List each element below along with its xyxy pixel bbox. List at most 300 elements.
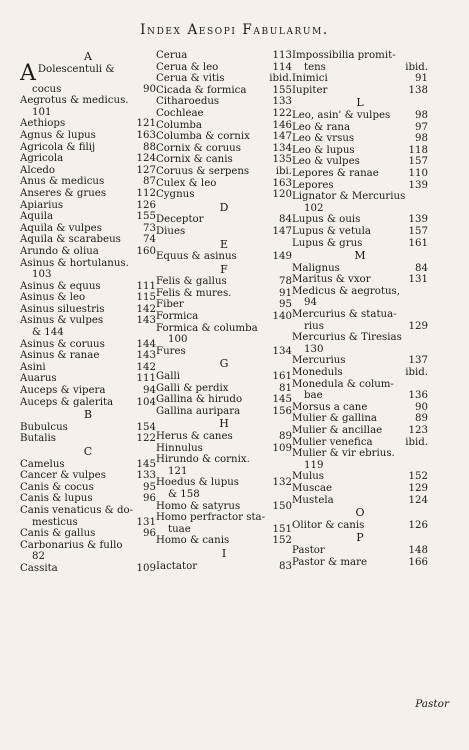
index-entry bbox=[156, 431, 292, 443]
index-entry bbox=[292, 413, 428, 425]
index-entry bbox=[20, 292, 156, 304]
index-entry bbox=[156, 154, 292, 166]
index-entry bbox=[292, 437, 428, 449]
entry-title: Morsus a cane bbox=[292, 401, 368, 413]
entry-page: 94 bbox=[143, 385, 156, 397]
index-entry bbox=[20, 118, 156, 130]
index-entry bbox=[156, 561, 292, 573]
index-entry bbox=[292, 448, 428, 460]
index-entry bbox=[20, 373, 156, 385]
entry-title: & 158 bbox=[168, 488, 200, 500]
entry-title: Hinnulus bbox=[156, 442, 203, 454]
entry-page: 111 bbox=[136, 280, 156, 292]
entry-title: cocus bbox=[32, 83, 62, 95]
index-entry bbox=[20, 339, 156, 351]
index-entry bbox=[292, 214, 428, 226]
entry-page: 139 bbox=[408, 214, 428, 226]
section-letter: C bbox=[83, 445, 93, 458]
index-entry bbox=[156, 524, 292, 536]
entry-page: 134 bbox=[272, 345, 292, 357]
entry-title: Homo & satyrus bbox=[156, 500, 241, 512]
entry-title: Formica & columba bbox=[156, 322, 258, 334]
entry-page: 150 bbox=[272, 500, 292, 512]
entry-page: 104 bbox=[136, 396, 156, 408]
section-letter: E bbox=[219, 237, 229, 251]
index-entry bbox=[20, 540, 156, 552]
entry-title: Leo & rana bbox=[292, 121, 351, 133]
entry-page: 145 bbox=[136, 458, 156, 470]
entry-title: Lepores & ranae bbox=[292, 167, 379, 179]
entry-page: 157 bbox=[408, 225, 428, 237]
section-letter: F bbox=[220, 262, 228, 276]
entry-page: 96 bbox=[143, 528, 156, 540]
index-entry bbox=[156, 276, 292, 288]
entry-page: 91 bbox=[415, 73, 428, 85]
entry-title: 82 bbox=[32, 551, 45, 563]
index-entry bbox=[292, 321, 428, 333]
entry-page: 166 bbox=[408, 556, 428, 568]
entry-title: Formica bbox=[156, 311, 199, 323]
entry-title: bae bbox=[304, 390, 323, 402]
entry-page: 161 bbox=[408, 237, 428, 249]
section-letter: G bbox=[219, 357, 229, 371]
section-letter: I bbox=[221, 546, 227, 560]
index-entry bbox=[20, 130, 156, 142]
entry-title: Diues bbox=[156, 225, 186, 237]
index-entry bbox=[292, 73, 428, 85]
entry-title: Hoedus & lupus bbox=[156, 477, 240, 489]
index-entry bbox=[292, 297, 428, 309]
index-entry bbox=[156, 334, 292, 346]
entry-page: 143 bbox=[136, 350, 156, 362]
entry-page: ibid. bbox=[269, 73, 292, 85]
index-entry bbox=[156, 383, 292, 395]
entry-title: Gallina & hirudo bbox=[156, 394, 243, 406]
entry-title: Aegrotus & medicus. bbox=[20, 95, 129, 107]
index-entry bbox=[20, 234, 156, 246]
index-entry bbox=[20, 107, 156, 119]
index-entry bbox=[292, 344, 428, 356]
entry-page: 145 bbox=[272, 394, 292, 406]
index-entry bbox=[156, 406, 292, 418]
index-entry bbox=[20, 304, 156, 316]
index-entry bbox=[292, 545, 428, 557]
entry-title: Bubulcus bbox=[20, 421, 68, 433]
index-entry bbox=[292, 238, 428, 250]
entry-page: 151 bbox=[272, 523, 292, 535]
index-entry bbox=[156, 394, 292, 406]
index-entry bbox=[20, 397, 156, 409]
index-entry bbox=[292, 156, 428, 168]
index-entry bbox=[292, 274, 428, 286]
entry-title: 102 bbox=[304, 202, 324, 214]
index-entry bbox=[20, 269, 156, 281]
entry-title: Asinus siluestris bbox=[20, 303, 105, 315]
entry-page: 115 bbox=[136, 292, 156, 304]
index-entry bbox=[292, 62, 428, 74]
entry-page: 148 bbox=[408, 544, 428, 556]
index-entry bbox=[156, 178, 292, 190]
entry-page: 139 bbox=[408, 179, 428, 191]
entry-page: 161 bbox=[272, 371, 292, 383]
entry-page: 129 bbox=[408, 482, 428, 494]
entry-title: Galli bbox=[156, 371, 180, 383]
entry-title: Coruus & serpens bbox=[156, 165, 250, 177]
entry-title: Canis & lupus bbox=[20, 493, 93, 505]
index-entry bbox=[292, 495, 428, 507]
index-entry bbox=[20, 211, 156, 223]
entry-page: 73 bbox=[143, 222, 156, 234]
index-entry bbox=[292, 286, 428, 298]
section-letter: H bbox=[219, 417, 229, 431]
entry-title: mesticus bbox=[32, 516, 78, 528]
entry-title: Asini bbox=[20, 361, 46, 373]
index-entry bbox=[156, 323, 292, 335]
index-entry bbox=[156, 288, 292, 300]
entry-title: Mercurius bbox=[292, 355, 346, 367]
entry-page: ibid. bbox=[405, 436, 428, 448]
entry-page: 157 bbox=[408, 156, 428, 168]
section-letter: P bbox=[356, 531, 364, 545]
entry-title: Mustela bbox=[292, 494, 334, 506]
entry-page: 135 bbox=[272, 154, 292, 166]
index-entry bbox=[292, 390, 428, 402]
entry-page: 112 bbox=[136, 187, 156, 199]
index-entry bbox=[156, 466, 292, 478]
entry-title: Canis & gallus bbox=[20, 528, 96, 540]
entry-page: 138 bbox=[408, 84, 428, 96]
entry-page: 133 bbox=[136, 470, 156, 482]
index-entry bbox=[20, 459, 156, 471]
entry-title: Iupiter bbox=[292, 84, 328, 96]
entry-page: 147 bbox=[272, 225, 292, 237]
index-entry bbox=[156, 50, 292, 62]
entry-title: Moneduls bbox=[292, 367, 343, 379]
entry-title: Cochleae bbox=[156, 107, 204, 119]
index-entry bbox=[292, 471, 428, 483]
entry-title: Lepores bbox=[292, 179, 334, 191]
index-entry bbox=[292, 110, 428, 122]
index-entry bbox=[156, 512, 292, 524]
index-entry bbox=[20, 84, 156, 96]
entry-title: rius bbox=[304, 320, 324, 332]
entry-title: Malignus bbox=[292, 262, 340, 274]
index-entry bbox=[156, 535, 292, 547]
entry-title: Culex & leo bbox=[156, 177, 217, 189]
entry-title: Lupus & grus bbox=[292, 237, 363, 249]
entry-page: 149 bbox=[272, 251, 292, 263]
index-entry bbox=[156, 346, 292, 358]
entry-page: 84 bbox=[415, 262, 428, 274]
entry-page: 140 bbox=[272, 311, 292, 323]
index-entry bbox=[20, 350, 156, 362]
index-entry bbox=[20, 95, 156, 107]
entry-page: 96 bbox=[143, 493, 156, 505]
entry-page: 113 bbox=[272, 50, 292, 61]
entry-page: 131 bbox=[408, 274, 428, 286]
index-entry bbox=[156, 477, 292, 489]
index-entry bbox=[292, 557, 428, 569]
entry-page: 90 bbox=[415, 401, 428, 413]
entry-title: Anseres & grues bbox=[20, 187, 107, 199]
entry-title: Camelus bbox=[20, 458, 65, 470]
entry-page: 123 bbox=[408, 425, 428, 436]
entry-title: & 144 bbox=[32, 327, 64, 339]
entry-title: Agricola & filij bbox=[20, 141, 96, 153]
index-entry bbox=[292, 402, 428, 414]
index-entry bbox=[156, 120, 292, 132]
index-entry bbox=[156, 454, 292, 466]
entry-page: 98 bbox=[415, 109, 428, 121]
entry-page: 156 bbox=[272, 405, 292, 417]
index-entry bbox=[20, 200, 156, 212]
entry-title: Inimici bbox=[292, 73, 328, 85]
section-letter: M bbox=[354, 249, 366, 263]
entry-title: Felis & gallus bbox=[156, 276, 227, 288]
entry-title: Galli & perdix bbox=[156, 382, 229, 394]
entry-title: Auceps & vipera bbox=[20, 385, 106, 397]
entry-page: 111 bbox=[136, 373, 156, 385]
entry-title: Aquila bbox=[20, 211, 54, 223]
entry-title: Aethiops bbox=[20, 118, 66, 130]
entry-page: 91 bbox=[279, 287, 292, 299]
entry-page: 120 bbox=[272, 189, 292, 201]
section-letter: O bbox=[355, 506, 365, 520]
entry-title: Carbonarius & fullo bbox=[20, 539, 123, 551]
entry-page: 134 bbox=[272, 142, 292, 154]
entry-title: Fures bbox=[156, 345, 186, 357]
entry-title: Cornix & coruus bbox=[156, 142, 241, 154]
entry-page: 126 bbox=[136, 199, 156, 211]
entry-title: Leo & lupus bbox=[292, 144, 355, 156]
entry-title: Cerua bbox=[156, 50, 188, 61]
entry-page: 163 bbox=[136, 129, 156, 141]
section-letter: D bbox=[219, 200, 229, 214]
entry-title: Aquila & vulpes bbox=[20, 222, 102, 234]
index-entry bbox=[20, 315, 156, 327]
entry-page: 122 bbox=[272, 107, 292, 119]
index-entry bbox=[20, 281, 156, 293]
entry-page: 90 bbox=[143, 83, 156, 95]
entry-title: Asinus & coruus bbox=[20, 338, 105, 350]
entry-title: Asinus & equus bbox=[20, 280, 101, 292]
index-entry bbox=[20, 223, 156, 235]
entry-page: 127 bbox=[136, 164, 156, 176]
index-entry bbox=[292, 145, 428, 157]
index-entry bbox=[156, 131, 292, 143]
index-entry bbox=[292, 483, 428, 495]
entry-title: 101 bbox=[32, 106, 52, 118]
entry-title: Mulier & vir ebrius. bbox=[292, 448, 395, 460]
entry-title: Columba & cornix bbox=[156, 131, 250, 143]
entry-title: Homo perfractor sta- bbox=[156, 512, 266, 524]
entry-page: 122 bbox=[136, 433, 156, 445]
entry-title: Cassita bbox=[20, 562, 58, 574]
entry-title: 119 bbox=[304, 459, 324, 471]
entry-title: Aquila & scarabeus bbox=[20, 234, 121, 246]
entry-title: Auceps & galerita bbox=[20, 396, 114, 408]
entry-title: Muscae bbox=[292, 482, 333, 494]
entry-title: Iactator bbox=[156, 560, 198, 572]
index-entry bbox=[156, 166, 292, 178]
entry-title: Deceptor bbox=[156, 214, 204, 226]
entry-page: 136 bbox=[408, 390, 428, 402]
entry-page: 144 bbox=[136, 338, 156, 350]
entry-page: 155 bbox=[272, 84, 292, 96]
entry-title: 130 bbox=[304, 343, 324, 355]
entry-title: Olitor & canis bbox=[292, 519, 365, 531]
entry-page: 74 bbox=[143, 234, 156, 246]
entry-page: 78 bbox=[279, 276, 292, 288]
index-entry bbox=[156, 226, 292, 238]
index-entry bbox=[20, 385, 156, 397]
index-entry bbox=[156, 311, 292, 323]
entry-page: 160 bbox=[136, 245, 156, 257]
entry-title: Mulier & ancillae bbox=[292, 425, 383, 436]
entry-page: 118 bbox=[408, 144, 428, 156]
entry-title: Agricola bbox=[20, 153, 64, 165]
entry-title: Felis & mures. bbox=[156, 287, 232, 299]
entry-title: Lignator & Mercurius bbox=[292, 191, 406, 203]
index-entry bbox=[156, 143, 292, 155]
entry-title: Medicus & aegrotus, bbox=[292, 285, 401, 297]
entry-title: Leo & vulpes bbox=[292, 156, 360, 168]
index-entry bbox=[292, 379, 428, 391]
entry-title: Arundo & oliua bbox=[20, 245, 99, 257]
entry-title: Asinus & ranae bbox=[20, 350, 100, 362]
entry-page: 98 bbox=[415, 133, 428, 145]
index-entry bbox=[292, 50, 428, 62]
index-column-2 bbox=[156, 50, 292, 572]
entry-title: Agnus & lupus bbox=[20, 129, 96, 141]
index-entry bbox=[20, 433, 156, 445]
entry-title: Mulus bbox=[292, 471, 325, 483]
entry-title: Monedula & colum- bbox=[292, 378, 394, 390]
entry-title: 94 bbox=[304, 297, 317, 309]
entry-page: 95 bbox=[143, 481, 156, 493]
index-entry bbox=[20, 188, 156, 200]
drop-capital: A bbox=[20, 60, 36, 86]
index-entry bbox=[292, 226, 428, 238]
index-entry bbox=[292, 85, 428, 97]
section-letter: L bbox=[356, 96, 364, 110]
entry-title: Anus & medicus bbox=[20, 176, 105, 188]
entry-title: Mulier & gallina bbox=[292, 413, 377, 425]
entry-title: Equus & asinus bbox=[156, 251, 237, 263]
index-column-1 bbox=[20, 50, 156, 575]
entry-page: 163 bbox=[272, 177, 292, 189]
entry-title: 121 bbox=[168, 465, 188, 477]
index-column-3 bbox=[292, 50, 428, 568]
entry-title: Lupus & vetula bbox=[292, 225, 371, 237]
entry-title: Impossibilia promit- bbox=[292, 50, 396, 61]
entry-page: 152 bbox=[272, 535, 292, 547]
index-entry bbox=[156, 214, 292, 226]
entry-page: 126 bbox=[408, 519, 428, 531]
entry-page: 129 bbox=[408, 320, 428, 332]
index-entry bbox=[20, 470, 156, 482]
entry-page: 124 bbox=[408, 494, 428, 506]
index-entry bbox=[156, 62, 292, 74]
entry-title: Citharoedus bbox=[156, 96, 220, 108]
index-entry bbox=[156, 96, 292, 108]
entry-page: ibid. bbox=[405, 61, 428, 73]
entry-title: Gallina auripara bbox=[156, 405, 241, 417]
entry-title: Columba bbox=[156, 119, 203, 131]
entry-page: 124 bbox=[136, 153, 156, 165]
index-entry bbox=[20, 528, 156, 540]
index-entry bbox=[20, 422, 156, 434]
entry-page: 114 bbox=[272, 61, 292, 73]
entry-title: Homo & canis bbox=[156, 535, 230, 547]
entry-title: Asinus & hortulanus. bbox=[20, 257, 129, 269]
index-entry bbox=[20, 493, 156, 505]
entry-title: 103 bbox=[32, 269, 52, 281]
index-entry bbox=[292, 191, 428, 203]
index-entry bbox=[292, 203, 428, 215]
index-entry bbox=[20, 505, 156, 517]
entry-title: Canis venaticus & do- bbox=[20, 504, 134, 516]
entry-title: A Dolescentuli & bbox=[20, 60, 115, 86]
index-entry bbox=[20, 482, 156, 494]
entry-title: Maritus & vxor bbox=[292, 274, 371, 286]
entry-title: Asinus & leo bbox=[20, 292, 86, 304]
index-entry bbox=[20, 153, 156, 165]
entry-page: 88 bbox=[143, 141, 156, 153]
index-entry bbox=[20, 551, 156, 563]
index-entry bbox=[20, 517, 156, 529]
index-entry bbox=[20, 60, 156, 86]
index-entry bbox=[292, 355, 428, 367]
entry-page: 152 bbox=[408, 471, 428, 483]
index-entry bbox=[292, 332, 428, 344]
page-title: Index Aesopi Fabularum. bbox=[140, 22, 329, 38]
index-entry bbox=[20, 327, 156, 339]
section-letter: B bbox=[83, 408, 93, 422]
entry-page: 143 bbox=[136, 315, 156, 327]
entry-title: Pastor bbox=[292, 544, 325, 556]
index-entry bbox=[292, 263, 428, 275]
entry-title: Alcedo bbox=[20, 164, 56, 176]
entry-title: Cicada & formica bbox=[156, 84, 247, 96]
index-entry bbox=[292, 425, 428, 437]
index-entry bbox=[156, 189, 292, 201]
entry-page: 142 bbox=[136, 361, 156, 373]
entry-page: 131 bbox=[136, 516, 156, 528]
entry-title: Asinus & vulpes bbox=[20, 315, 104, 327]
entry-page: 95 bbox=[279, 299, 292, 311]
entry-title: Leo, asin' & vulpes bbox=[292, 109, 391, 121]
entry-page: 109 bbox=[136, 562, 156, 574]
entry-title: Herus & canes bbox=[156, 431, 233, 442]
index-entry bbox=[156, 299, 292, 311]
index-entry bbox=[156, 73, 292, 85]
entry-title: Apiarius bbox=[20, 199, 64, 211]
entry-page: ibi. bbox=[275, 165, 292, 177]
entry-title: Canis & cocus bbox=[20, 481, 94, 493]
index-entry bbox=[292, 122, 428, 134]
entry-page: 97 bbox=[415, 121, 428, 133]
entry-title: Cerua & leo bbox=[156, 61, 219, 73]
entry-page: 142 bbox=[136, 303, 156, 315]
entry-page: 83 bbox=[279, 560, 292, 572]
entry-page: 133 bbox=[272, 96, 292, 108]
entry-title: Cygnus bbox=[156, 189, 195, 201]
entry-page: 121 bbox=[136, 118, 156, 130]
entry-page: 132 bbox=[272, 477, 292, 489]
index-entry bbox=[156, 501, 292, 513]
entry-title: Fiber bbox=[156, 299, 184, 311]
